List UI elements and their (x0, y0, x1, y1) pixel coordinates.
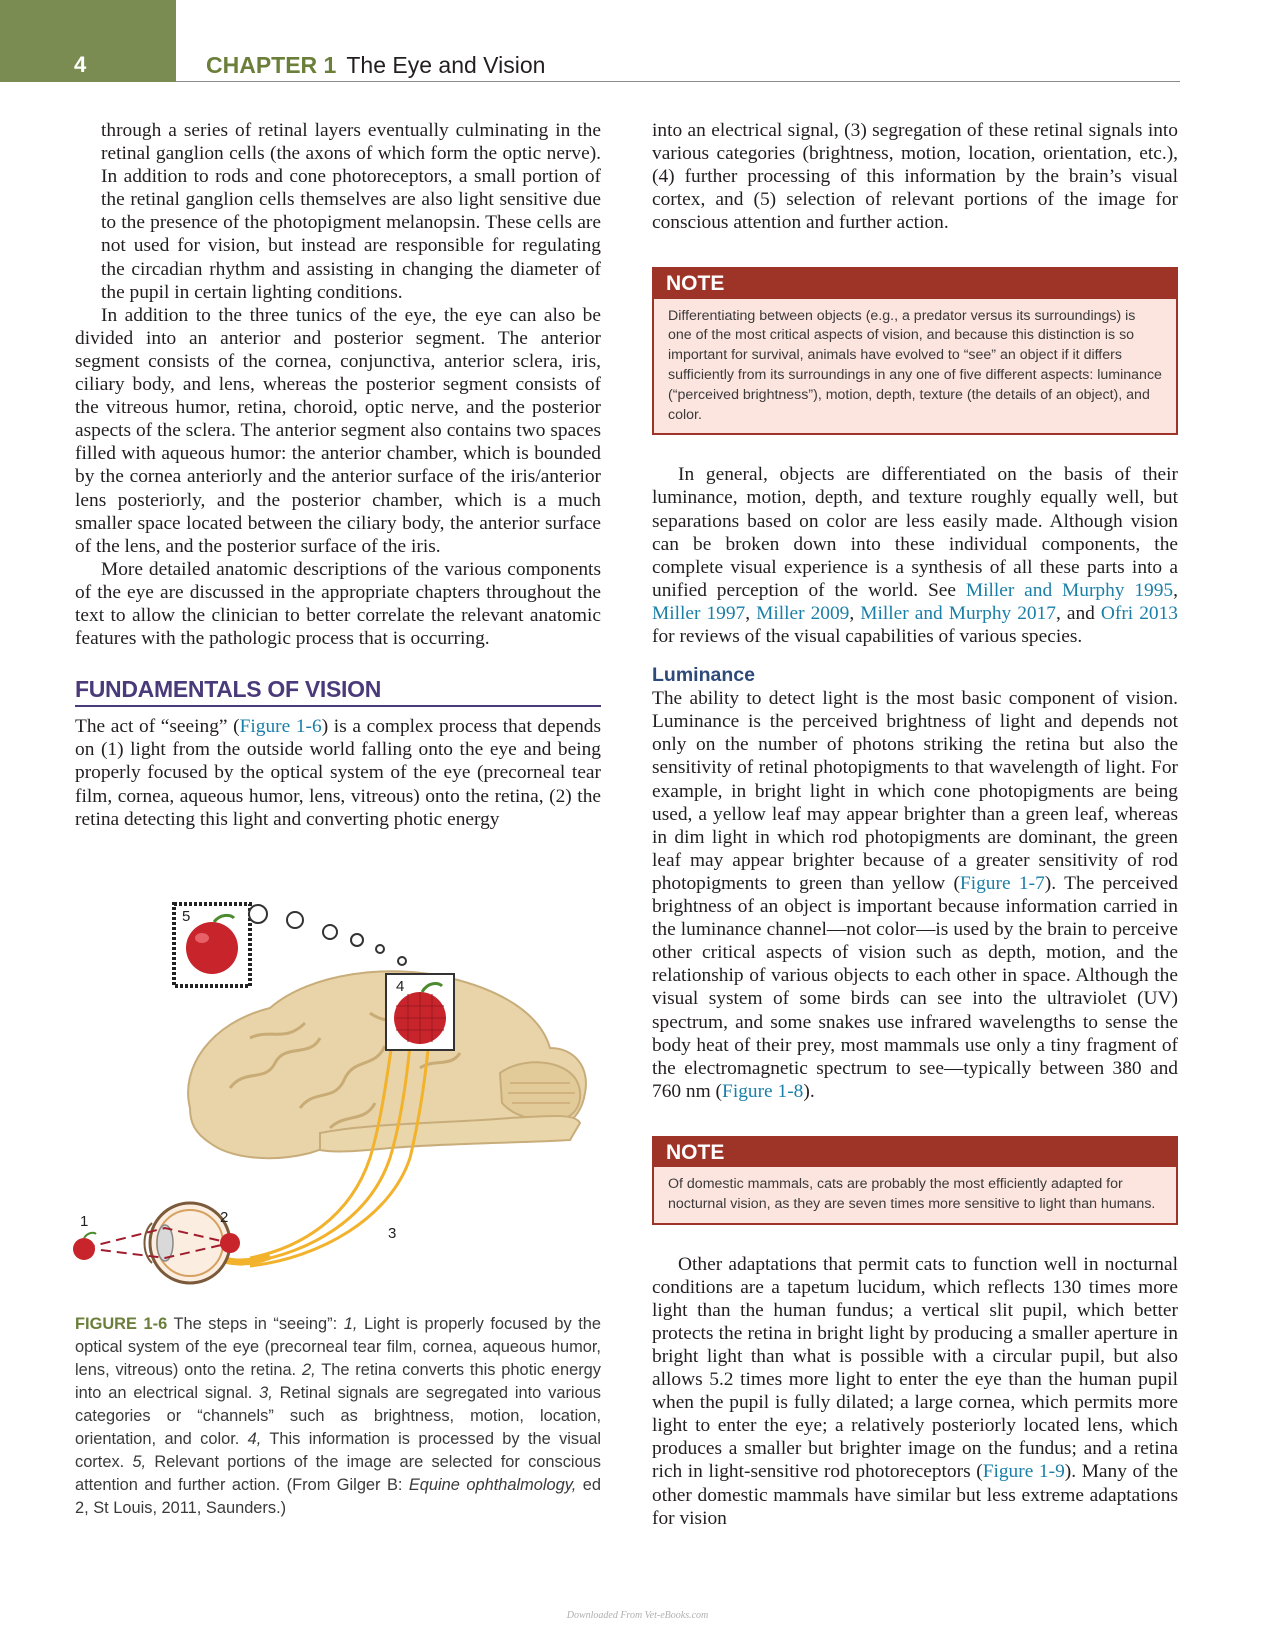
paragraph-continued: through a series of retinal layers eventually culminating in the retinal ganglion cells (the axons of which form the optic nerve). In addition to rods and cone photoreceptors, a small portion of the retinal ganglion cells themselves are also light sensitive due to the presence of the photopigment melanopsin. These cells are not used for vision, but instead are responsible for regulating the circadian rhythm and assisting in changing the diameter of the pupil in certain lighting conditions. (101, 120, 601, 303)
thought-bubble (249, 905, 267, 923)
note-box-differentiating (652, 267, 1178, 435)
apple-retina-image (220, 1233, 240, 1253)
paragraph-continued-right: into an electrical signal, (3) segregation of these retinal signals into various categories (brightness, motion, location, orientation, etc.), (4) further processing of this information by the brain’s visual cortex, and (5) selection of relevant portions of the image for conscious attention and further action. (652, 120, 1178, 234)
text-run: ). Many of the other domestic mammals have similar but less extreme adaptations for vision (652, 1461, 1178, 1529)
thought-bubble (287, 912, 303, 928)
text-run: The ability to detect light is the most basic component of vision. Luminance is the perceived brightness of light and depends not only on the number of photons striking the retina but also the sensitivity of retinal photopigments to that wavelength of light. For example, in bright light in which cone photopigments are being used, a yellow leaf may appear brighter than a green leaf, whereas in dim light in which rod photopigments are dominant, the green leaf may appear brighter because of a greater sensitivity of rod photopigments to green than yellow ( (652, 688, 1178, 894)
figure-1-6-caption (75, 1313, 601, 1520)
text-run: , (849, 602, 861, 624)
apple-attention (186, 922, 238, 974)
text-run: Other adaptations that permit cats to function well in nocturnal conditions are a tapetum lucidum, which reflects 130 times more light than the human fundus; a vertical slit pupil, which better protects the retina in bright light by producing a smaller aperture in bright light than what is possible with a circular pupil, but also allows 5.2 times more light to enter the eye than the human pupil when the pupil is fully dilated; a large cornea, which permits more light to enter the eye; a relatively posteriorly located lens, which produces a smaller but brighter image on the fundus; and a retina rich in light-sensitive rod photoreceptors ( (652, 1253, 1178, 1483)
subheading-luminance: Luminance (652, 664, 755, 687)
note-box-cats (652, 1136, 1178, 1225)
apple-object-1 (73, 1238, 95, 1260)
note-text: Differentiating between objects (e.g., a predator versus its surroundings) is one of the most critical aspects of vision, and because this distinction is so important for survival, animals have evolved to “see” an object if it differs sufficiently from its surroundings in any one of five different aspects: luminance (“perceived brightness”), motion, depth, texture (the details of an object), and color. (668, 307, 1162, 423)
figure-1-9-link[interactable]: Figure 1-9 (982, 1461, 1065, 1483)
optic-nerve (225, 1256, 270, 1262)
thought-bubble (398, 957, 406, 965)
step-number: 1, (343, 1315, 358, 1333)
text-run: The act of “seeing” ( (75, 716, 240, 738)
paragraph-act-of-seeing (75, 715, 601, 830)
reference-link[interactable]: Miller and Murphy 2017 (860, 602, 1057, 624)
section-heading-fundamentals: FUNDAMENTALS OF VISION (75, 678, 601, 707)
text-run: ) is a complex process that depends on (1) light from the outside world falling onto the eye and being properly focused by the optical system of the eye (precorneal tear film, cornea, aqueous humor, lens, vitreous) onto the retina, (2) the retina detecting this light and converting photic energy (75, 716, 602, 830)
page-number-tab (0, 0, 176, 82)
paragraph-differentiation (652, 463, 1178, 648)
text-run: ). The perceived brightness of an object is important because information carried in the luminance channel—not color—is used by the brain to perceive other critical aspects of vision such as depth, motion, and the relationship of various objects to each other in space. Although the visual system of some birds can see into the ultraviolet (UV) spectrum, and some snakes use infrared wavelengths to sense the body heat of their prey, most mammals use only a tiny fragment of the electromagnetic spectrum to see—typically between 380 and 760 nm ( (652, 872, 1178, 1102)
apple-leaf (84, 1233, 96, 1238)
text-run: The steps in “seeing”: (167, 1315, 344, 1333)
caption-label: FIGURE 1-6 (75, 1315, 168, 1333)
text-run: This information is processed by the visual cortex. (75, 1430, 601, 1471)
figure-1-6-link[interactable]: Figure 1-6 (239, 716, 322, 738)
step-number: 4, (247, 1430, 262, 1448)
thought-bubble (376, 945, 384, 953)
cerebellum-illustration (500, 1062, 580, 1120)
right-column (652, 119, 1178, 1530)
text-run: Retinal signals are segregated into various categories or “channels” such as brightness, motion, location, orientation, and color. (75, 1384, 601, 1448)
chapter-title: The Eye and Vision (346, 52, 546, 78)
page-number: 4 (74, 52, 87, 77)
text-run: , (1173, 579, 1178, 601)
text-run: , and (1056, 602, 1101, 624)
note-text: Of domestic mammals, cats are probably the most efficiently adapted for nocturnal vision, as they are seven times more sensitive to light than humans. (668, 1175, 1156, 1212)
watermark-footer: Downloaded From Vet-eBooks.com (566, 1610, 709, 1621)
figure-label-3: 3 (388, 1225, 397, 1242)
eye-lens (157, 1225, 173, 1261)
text-run: , (745, 602, 757, 624)
book-title: Equine ophthalmology, (408, 1476, 577, 1494)
thought-bubble (323, 925, 337, 939)
note-title: NOTE (654, 1138, 1176, 1167)
figure-1-8-link[interactable]: Figure 1-8 (722, 1080, 804, 1102)
figure-1-7-link[interactable]: Figure 1-7 (959, 872, 1045, 894)
figure-label-4: 4 (396, 978, 405, 995)
step-number: 5, (132, 1453, 147, 1471)
text-run: ). (803, 1080, 815, 1102)
paragraph-cat-adaptations (652, 1253, 1178, 1530)
text-run: Light is properly focused by the optical system of the eye (precorneal tear film, cornea, aqueous humor, lens, vitreous) onto the retina. (75, 1315, 602, 1379)
header-rule (176, 81, 1180, 82)
apple-highlight (195, 933, 209, 943)
reference-link[interactable]: Miller 2009 (756, 602, 850, 624)
reference-link[interactable]: Miller 1997 (652, 602, 746, 624)
thought-bubble (351, 934, 363, 946)
paragraph-segments: In addition to the three tunics of the eye, the eye can also be divided into an anterior and posterior segment. The anterior segment consists of the cornea, conjunctiva, anterior sclera, iris, ciliary body, and lens, whereas the posterior segment consists of the vitreous humor, retina, choroid, optic nerve, and the posterior aspects of the sclera. The anterior segment also contains two spaces filled with aqueous humor: the anterior chamber, which is bounded by the cornea anteriorly and the anterior surface of the iris/anterior lens posteriorly, and the posterior chamber, which is a much smaller space located between the ciliary body, the anterior surface of the lens, and the posterior surface of the iris. (75, 304, 601, 557)
figure-label-1: 1 (80, 1213, 89, 1230)
step-number: 3, (259, 1384, 273, 1402)
text-run: ed 2, St Louis, 2011, Saunders.) (75, 1476, 601, 1517)
note-title: NOTE (654, 269, 1176, 298)
figure-1-6-illustration (70, 908, 610, 1288)
text-run: for reviews of the visual capabilities of various species. (652, 626, 1083, 647)
step-number: 2, (301, 1361, 316, 1379)
reference-link[interactable]: Ofri 2013 (1100, 602, 1178, 624)
chapter-label: CHAPTER 1 (206, 52, 337, 78)
running-header (206, 52, 545, 79)
text-run: Relevant portions of the image are selected for conscious attention and further action. (From Gilger B: (75, 1453, 601, 1494)
text-run: In general, objects are differentiated on the basis of their luminance, motion, depth, and texture roughly equally well, but separations based on color are less easily made. Although vision can be broken down into these individual components, the complete visual experience is a synthesis of all these parts into a unified perception of the world. See (652, 464, 1178, 601)
reference-link[interactable]: Miller and Murphy 1995 (965, 579, 1174, 601)
figure-label-5: 5 (182, 908, 191, 925)
figure-label-2: 2 (220, 1209, 229, 1226)
paragraph-anatomic-descriptions: More detailed anatomic descriptions of the various components of the eye are discussed in the appropriate chapters throughout the text to allow the clinician to better correlate the relevant anatomic features with the pathologic process that is occurring. (75, 558, 601, 650)
left-column (75, 119, 601, 831)
text-run: The retina converts this photic energy into an electrical signal. (75, 1361, 601, 1402)
paragraph-luminance (652, 687, 1178, 1103)
